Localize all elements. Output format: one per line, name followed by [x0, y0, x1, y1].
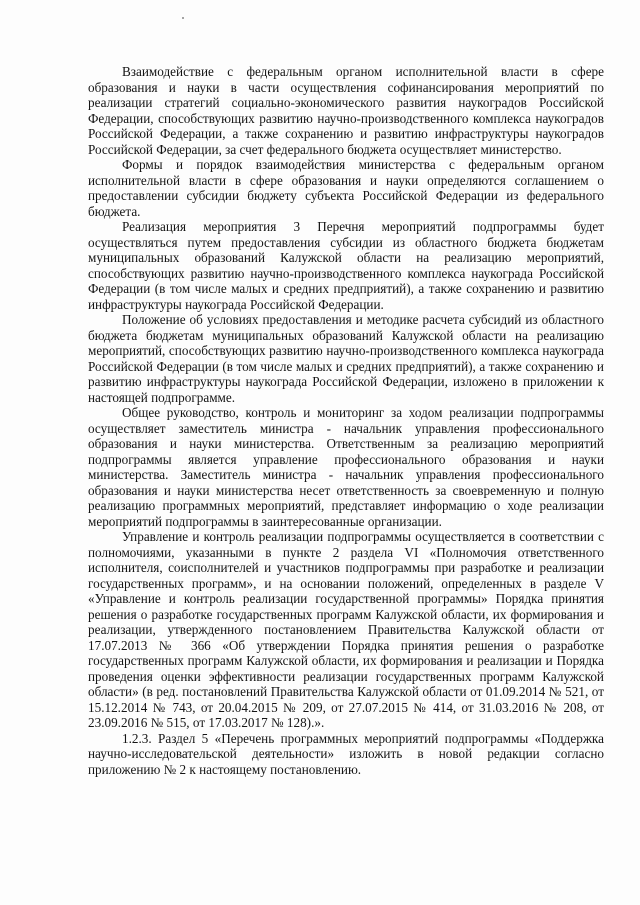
paragraph-interaction-federal-body: Взаимодействие с федеральным органом исполнительной власти в сфере образования и науки в части осуществления софинансирования мероприятий по реализации стратегий социально-экономического развития наукоградов Российской Федерации, способствующих развитию научно-производственного комплекса наукоградов Российской Федерации, а также сохранению и развитию инфраструктуры наукоградов Российской Федерации, за счет федерального бюджета осуществляет министерство. — [88, 64, 604, 157]
paragraph-subsidy-conditions: Положение об условиях предоставления и методике расчета субсидий из областного бюджета бюджетам муниципальных образований Калужской области на реализацию мероприятий, способствующих развитию научно-производственного комплекса наукограда Российской Федерации (в том числе малых и средних предприятий), а также сохранению и развитию инфраструктуры наукограда Российской Федерации, изложено в приложении к настоящей подпрограмме. — [88, 312, 604, 405]
paragraph-forms-of-interaction: Формы и порядок взаимодействия министерства с федеральным органом исполнительной власти в сфере образования и науки определяются соглашением о предоставлении субсидии бюджету субъекта Российской Федерации из федерального бюджета. — [88, 157, 604, 219]
paragraph-management-and-control: Управление и контроль реализации подпрограммы осуществляется в соответствии с полномочиями, указанными в пункте 2 раздела VI «Полномочия ответственного исполнителя, соисполнителей и участников подпрограммы при разработке и реализации государственных программ», и на основании положений, определенных в разделе V «Управление и контроль реализации государственной программы» Порядка принятия решения о разработке государственных программ Калужской области, их формирования и реализации, утвержденного постановлением Правительства Калужской области от 17.07.2013 № 366 «Об утверждении Порядка принятия решения о разработке государственных программ Калужской области, их формирования и реализации и Порядка проведения оценки эффективности реализации государственных программ Калужской области» (в ред. постановлений Правительства Калужской области от 01.09.2014 № 521, от 15.12.2014 № 743, от 20.04.2015 № 209, от 27.07.2015 № 414, от 31.03.2016 № 208, от 23.09.2016 № 515, от 17.03.2017 № 128).». — [88, 529, 604, 730]
paragraph-item-1-2-3: 1.2.3. Раздел 5 «Перечень программных мероприятий подпрограммы «Поддержка научно-исследовательской деятельности» изложить в новой редакции согласно приложению № 2 к настоящему постановлению. — [88, 730, 604, 777]
paragraph-general-management: Общее руководство, контроль и мониторинг за ходом реализации подпрограммы осуществляет заместитель министра - начальник управления профессионального образования и науки министерства. Ответственным за реализацию мероприятий подпрограммы является управление профессионального образования и науки министерства. Заместитель министра - начальник управления профессионального образования и науки министерства несет ответственность за своевременную и полную реализацию программных мероприятий, представляет информацию о ходе реализации мероприятий подпрограммы в заинтересованные организации. — [88, 405, 604, 529]
scan-speck — [182, 17, 184, 19]
paragraph-measure-3-implementation: Реализация мероприятия 3 Перечня мероприятий подпрограммы будет осуществляться путем предоставления субсидии из областного бюджета бюджетам муниципальных образований Калужской области на реализацию мероприятий, способствующих развитию научно-производственного комплекса наукограда Российской Федерации (в том числе малых и средних предприятий), а также сохранению и развитию инфраструктуры наукограда Российской Федерации. — [88, 219, 604, 312]
document-body — [88, 64, 604, 777]
